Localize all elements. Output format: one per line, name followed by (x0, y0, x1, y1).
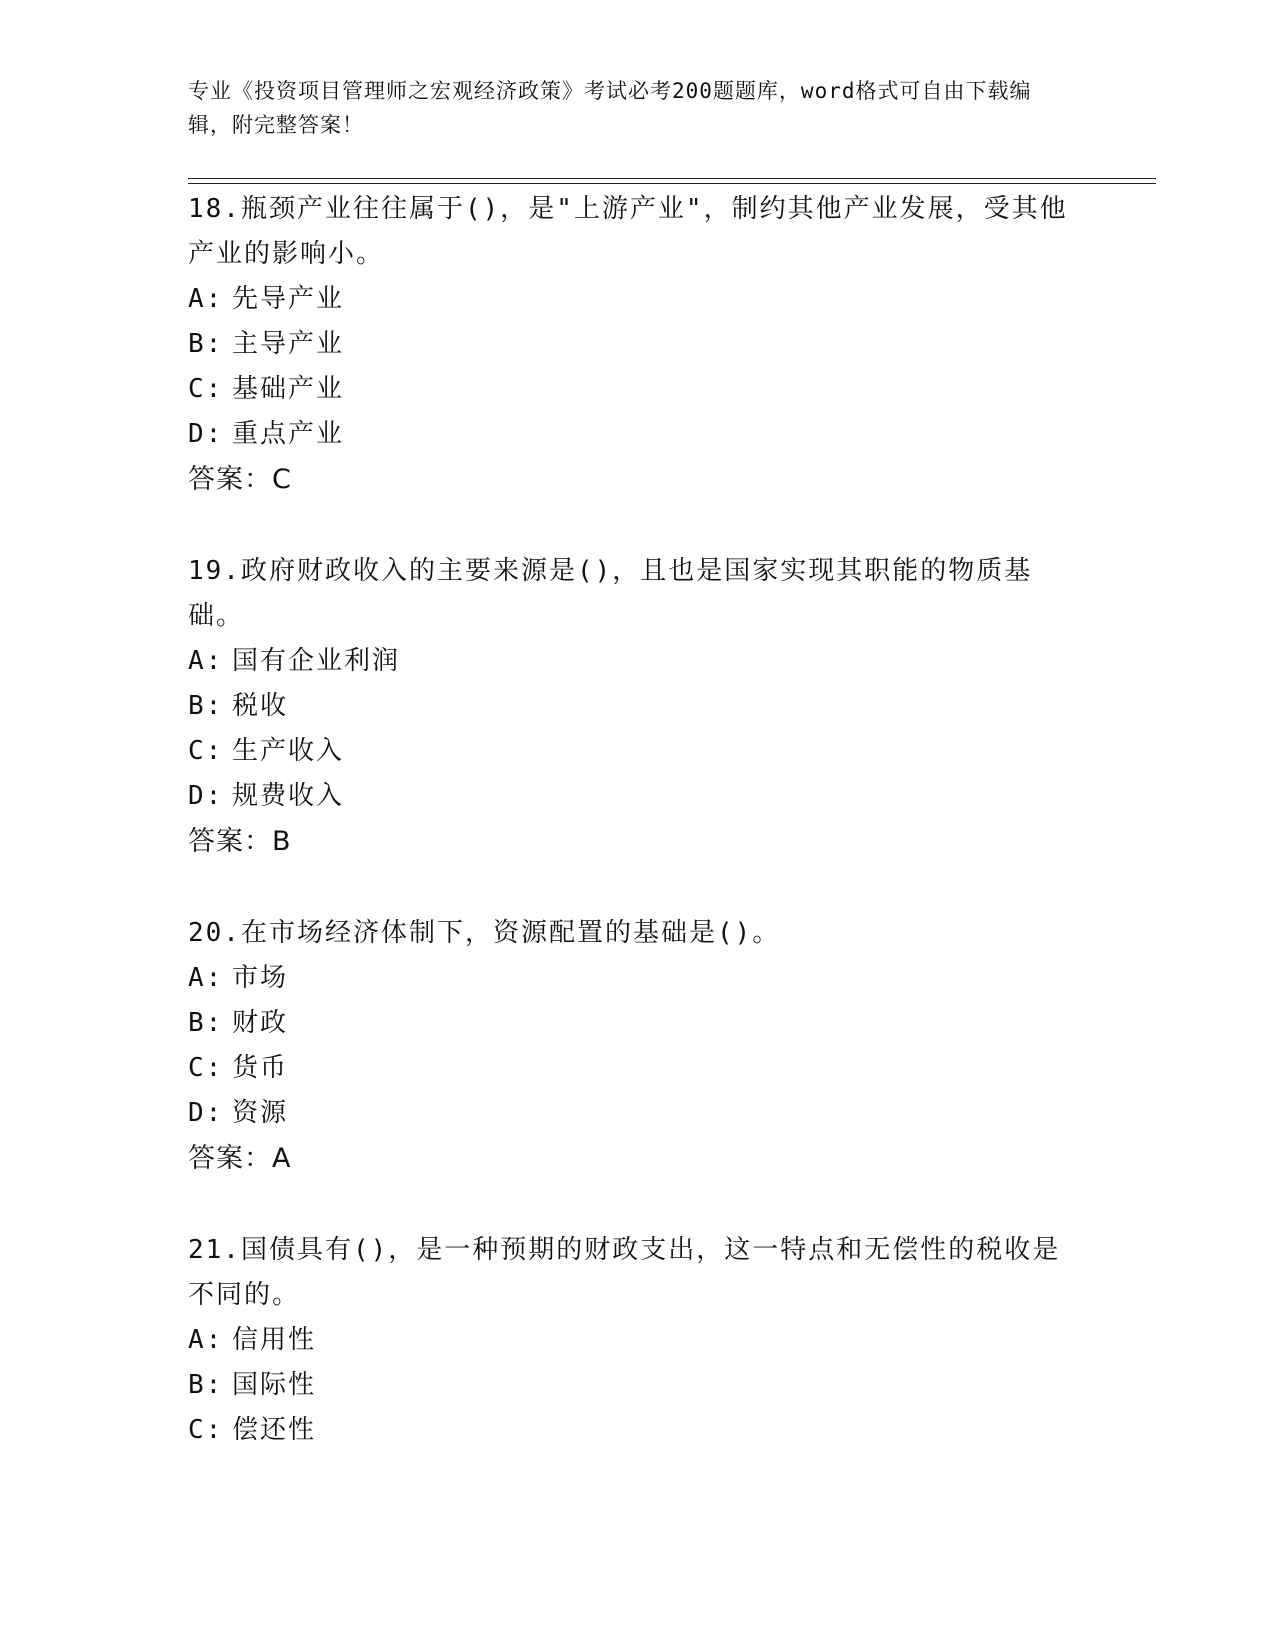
question-stem: 19.政府财政收入的主要来源是()，且也是国家实现其职能的物质基础。 (188, 556, 1033, 631)
option-text: 偿还性 (232, 1415, 317, 1445)
question-stem: 21.国债具有()，是一种预期的财政支出，这一特点和无偿性的税收是不同的。 (188, 1235, 1061, 1310)
option-key: B: (188, 1370, 224, 1400)
option-text: 货币 (232, 1053, 289, 1083)
option-text: 信用性 (232, 1325, 317, 1355)
option-text: 国际性 (232, 1370, 317, 1400)
option-text: 规费收入 (232, 781, 345, 811)
option-key: A: (188, 284, 224, 314)
option-c (188, 1408, 1088, 1453)
option-key: B: (188, 329, 224, 359)
question-stem: 20.在市场经济体制下，资源配置的基础是()。 (188, 918, 781, 948)
answer-line: 答案：B (188, 826, 292, 857)
header-divider-bottom (188, 183, 1156, 184)
option-c (188, 1046, 1088, 1091)
option-text: 重点产业 (232, 419, 345, 449)
option-b (188, 684, 1088, 729)
option-d (188, 774, 1088, 819)
option-key: C: (188, 736, 224, 766)
question-stem: 18.瓶颈产业往往属于()，是"上游产业"，制约其他产业发展，受其他产业的影响小。 (188, 194, 1068, 269)
question-21 (188, 1228, 1088, 1453)
option-text: 先导产业 (232, 284, 345, 314)
option-a (188, 1318, 1088, 1363)
option-key: D: (188, 419, 224, 449)
option-text: 财政 (232, 1008, 289, 1038)
option-d (188, 412, 1088, 457)
option-text: 国有企业利润 (232, 646, 401, 676)
option-b (188, 322, 1088, 367)
header-divider-top (188, 178, 1156, 179)
option-text: 生产收入 (232, 736, 345, 766)
option-d (188, 1091, 1088, 1136)
answer-line: 答案：A (188, 1143, 292, 1174)
option-text: 税收 (232, 691, 289, 721)
option-key: D: (188, 1098, 224, 1128)
option-a (188, 956, 1088, 1001)
option-key: C: (188, 1415, 224, 1445)
option-text: 资源 (232, 1098, 289, 1128)
option-a (188, 639, 1088, 684)
option-key: B: (188, 691, 224, 721)
option-c (188, 367, 1088, 412)
option-b (188, 1001, 1088, 1046)
option-key: A: (188, 963, 224, 993)
option-text: 市场 (232, 963, 289, 993)
option-b (188, 1363, 1088, 1408)
question-19 (188, 549, 1088, 864)
question-20 (188, 911, 1088, 1181)
option-key: D: (188, 781, 224, 811)
option-a (188, 277, 1088, 322)
option-text: 主导产业 (232, 329, 345, 359)
option-c (188, 729, 1088, 774)
document-header: 专业《投资项目管理师之宏观经济政策》考试必考200题题库，word格式可自由下载编辑，附完整答案！ (188, 79, 1032, 137)
option-key: A: (188, 1325, 224, 1355)
answer-line: 答案：C (188, 464, 292, 495)
option-key: C: (188, 374, 224, 404)
option-key: C: (188, 1053, 224, 1083)
option-text: 基础产业 (232, 374, 345, 404)
question-18 (188, 187, 1088, 502)
option-key: A: (188, 646, 224, 676)
option-key: B: (188, 1008, 224, 1038)
